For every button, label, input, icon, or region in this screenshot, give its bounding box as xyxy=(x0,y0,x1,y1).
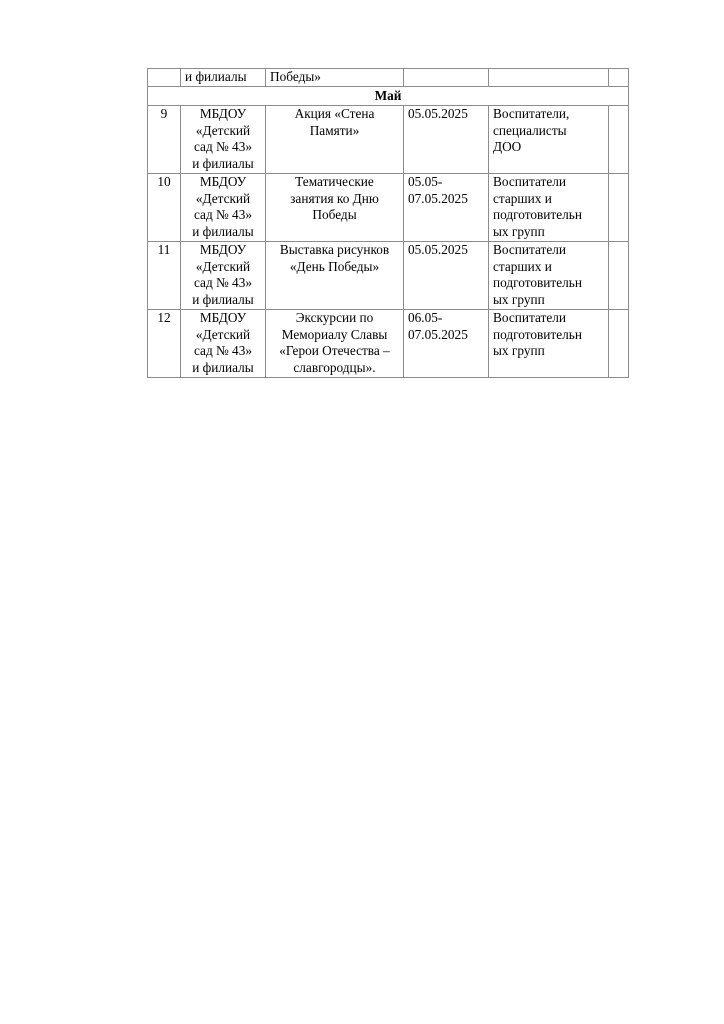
row-number-cell: 11 xyxy=(148,242,181,310)
responsible-cell-line: Воспитатели, xyxy=(493,106,570,121)
organization-cell-line: МБДОУ xyxy=(199,310,247,325)
continuation-row xyxy=(148,69,629,87)
events-table xyxy=(147,68,629,378)
continuation-extra-cell xyxy=(609,69,629,87)
event-cell xyxy=(266,174,404,242)
event-cell-line: Акция «Стена xyxy=(294,106,375,121)
responsible-cell-line: ДОО xyxy=(493,139,522,154)
event-cell-line: «Герои Отечества – xyxy=(279,343,390,358)
extra-cell xyxy=(609,310,629,378)
date-cell-line: 05.05.2025 xyxy=(408,242,468,257)
responsible-cell-line: ых групп xyxy=(493,291,545,307)
organization-cell xyxy=(181,174,266,242)
table-row xyxy=(148,174,629,242)
table-row xyxy=(148,106,629,174)
continuation-event-cell xyxy=(266,69,404,87)
continuation-date-cell xyxy=(404,69,489,87)
section-row xyxy=(148,86,629,106)
event-cell xyxy=(266,106,404,174)
continuation-resp-cell xyxy=(489,69,609,87)
event-cell xyxy=(266,242,404,310)
extra-cell xyxy=(609,106,629,174)
continuation-org-cell xyxy=(181,69,266,87)
events-table-body xyxy=(148,69,629,378)
date-cell xyxy=(404,174,489,242)
date-cell xyxy=(404,242,489,310)
organization-cell-line: «Детский xyxy=(195,122,251,138)
organization-cell-line: МБДОУ xyxy=(199,242,247,257)
responsible-cell-line: подготовительн xyxy=(493,207,582,222)
organization-cell xyxy=(181,242,266,310)
organization-cell-line: сад № 43» xyxy=(193,275,252,290)
responsible-cell xyxy=(489,242,609,310)
event-cell-line: Памяти» xyxy=(309,122,360,138)
organization-cell-line: и филиалы xyxy=(192,155,254,171)
organization-cell-line: и филиалы xyxy=(192,223,254,239)
extra-cell xyxy=(609,174,629,242)
date-cell-line: 05.05.2025 xyxy=(408,106,468,121)
continuation-org-text: и филиалы xyxy=(185,69,247,84)
responsible-cell-line: подготовительн xyxy=(493,275,582,290)
event-cell-line: Экскурсии по xyxy=(295,310,374,325)
event-cell-line: Мемориалу Славы xyxy=(281,326,388,342)
event-cell-line: Выставка рисунков xyxy=(279,242,390,257)
responsible-cell-line: Воспитатели xyxy=(493,310,566,325)
event-cell-line: «День Победы» xyxy=(289,258,380,274)
responsible-cell-line: старших и xyxy=(493,258,552,274)
responsible-cell-line: старших и xyxy=(493,190,552,206)
table-row xyxy=(148,310,629,378)
continuation-event-text: Победы» xyxy=(270,69,321,84)
organization-cell xyxy=(181,106,266,174)
responsible-cell xyxy=(489,174,609,242)
table-row xyxy=(148,242,629,310)
continuation-num-cell xyxy=(148,69,181,87)
event-cell-line: славгородцы». xyxy=(293,359,376,375)
section-title: Май xyxy=(148,86,629,106)
organization-cell-line: сад № 43» xyxy=(193,139,252,154)
responsible-cell-line: ых групп xyxy=(493,343,545,358)
organization-cell-line: «Детский xyxy=(195,190,251,206)
row-number-cell: 10 xyxy=(148,174,181,242)
responsible-cell-line: Воспитатели xyxy=(493,174,566,189)
date-cell-line: 06.05- xyxy=(408,310,443,325)
organization-cell xyxy=(181,310,266,378)
date-cell xyxy=(404,310,489,378)
responsible-cell-line: специалисты xyxy=(493,122,567,138)
responsible-cell xyxy=(489,106,609,174)
event-cell-line: занятия ко Дню xyxy=(290,190,379,206)
responsible-cell-line: подготовительн xyxy=(493,326,582,342)
date-cell xyxy=(404,106,489,174)
organization-cell-line: «Детский xyxy=(195,326,251,342)
event-cell xyxy=(266,310,404,378)
responsible-cell-line: Воспитатели xyxy=(493,242,566,257)
responsible-cell xyxy=(489,310,609,378)
row-number-cell: 12 xyxy=(148,310,181,378)
extra-cell xyxy=(609,242,629,310)
responsible-cell-line: ых групп xyxy=(493,223,545,239)
organization-cell-line: «Детский xyxy=(195,258,251,274)
event-cell-line: Тематические xyxy=(295,174,374,189)
organization-cell-line: МБДОУ xyxy=(199,106,247,121)
date-cell-line: 05.05- xyxy=(408,174,443,189)
date-cell-line: 07.05.2025 xyxy=(408,326,468,342)
date-cell-line: 07.05.2025 xyxy=(408,190,468,206)
row-number-cell: 9 xyxy=(148,106,181,174)
organization-cell-line: и филиалы xyxy=(192,359,254,375)
event-cell-line: Победы xyxy=(312,207,357,222)
organization-cell-line: МБДОУ xyxy=(199,174,247,189)
organization-cell-line: и филиалы xyxy=(192,291,254,307)
organization-cell-line: сад № 43» xyxy=(193,207,252,222)
organization-cell-line: сад № 43» xyxy=(193,343,252,358)
